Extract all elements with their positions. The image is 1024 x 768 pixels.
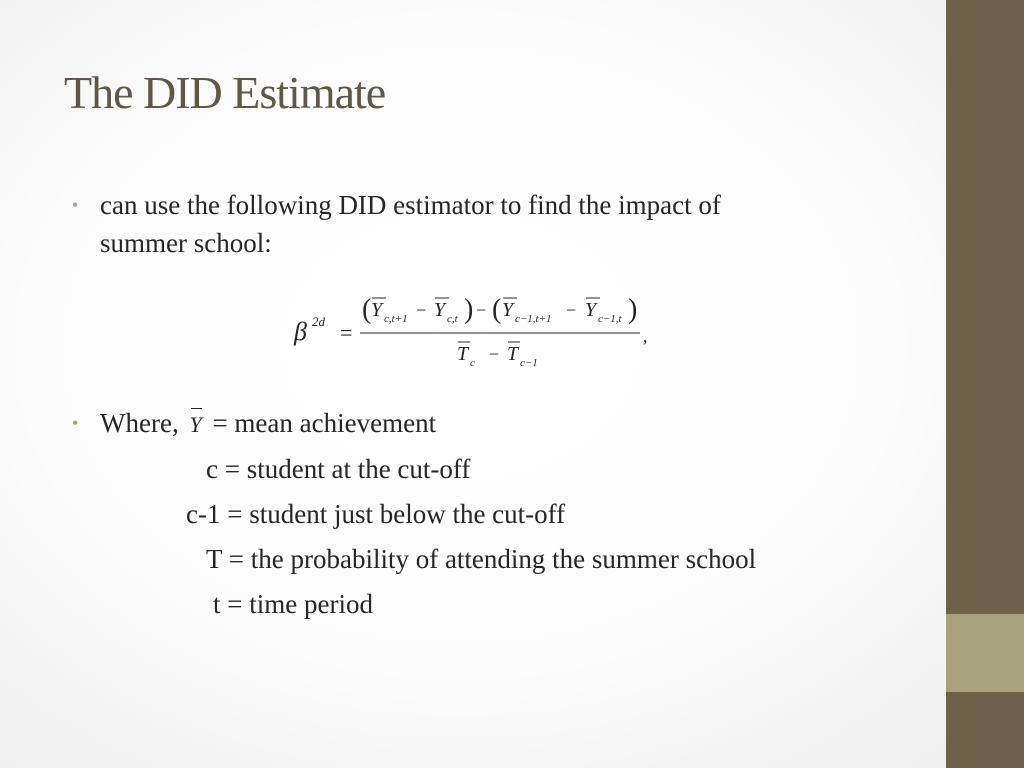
paren-close-1: ) xyxy=(464,294,474,325)
num-1a-sub: c,t+1 xyxy=(384,313,408,325)
den-a-sub: c xyxy=(470,357,475,369)
num-mid-minus: − xyxy=(476,300,487,320)
num-1b: Y xyxy=(434,299,446,321)
where-line xyxy=(100,404,436,444)
definition-c-minus-1: c-1 = student just below the cut-off xyxy=(186,499,566,529)
formula-beta-sup: 2d xyxy=(312,314,325,329)
num-1b-sub: c,t xyxy=(447,313,458,325)
paren-open-2: ( xyxy=(492,294,502,325)
where-prefix: Where, xyxy=(100,408,179,438)
bullet-dot-icon: • xyxy=(72,413,79,433)
num-2a: Y xyxy=(502,299,514,321)
bullet-line-2: summer school: xyxy=(100,228,272,258)
den-b: T xyxy=(507,343,519,365)
num-minus-1: − xyxy=(416,300,427,320)
paren-open-1: ( xyxy=(362,294,372,325)
bullet-line-1: can use the following DID estimator to find the impact of xyxy=(100,190,721,220)
formula-comma: , xyxy=(643,326,648,346)
num-2b: Y xyxy=(585,299,597,321)
den-a: T xyxy=(457,343,469,365)
den-b-sub: c−1 xyxy=(520,357,538,369)
num-1a: Y xyxy=(371,299,383,321)
definition-T: T = the probability of attending the summer school xyxy=(206,544,757,574)
den-minus: − xyxy=(489,344,500,364)
bullet-text xyxy=(100,186,721,262)
num-2b-sub: c−1,t xyxy=(598,313,622,325)
where-definition: = mean achievement xyxy=(212,408,437,438)
formula-beta: β xyxy=(294,317,307,346)
definition-t: t = time period xyxy=(213,589,373,619)
num-minus-2: − xyxy=(566,300,577,320)
slide-title: The DID Estimate xyxy=(64,67,386,118)
sidebar-accent-block xyxy=(946,614,1024,692)
formula-equals: = xyxy=(340,320,353,345)
bullet-dot-icon: • xyxy=(72,195,79,215)
paren-close-2: ) xyxy=(628,294,638,325)
y-bar-symbol: Y xyxy=(189,406,201,444)
num-2a-sub: c−1,t+1 xyxy=(515,313,552,325)
definition-c: c = student at the cut-off xyxy=(206,454,471,484)
did-formula xyxy=(290,284,660,374)
